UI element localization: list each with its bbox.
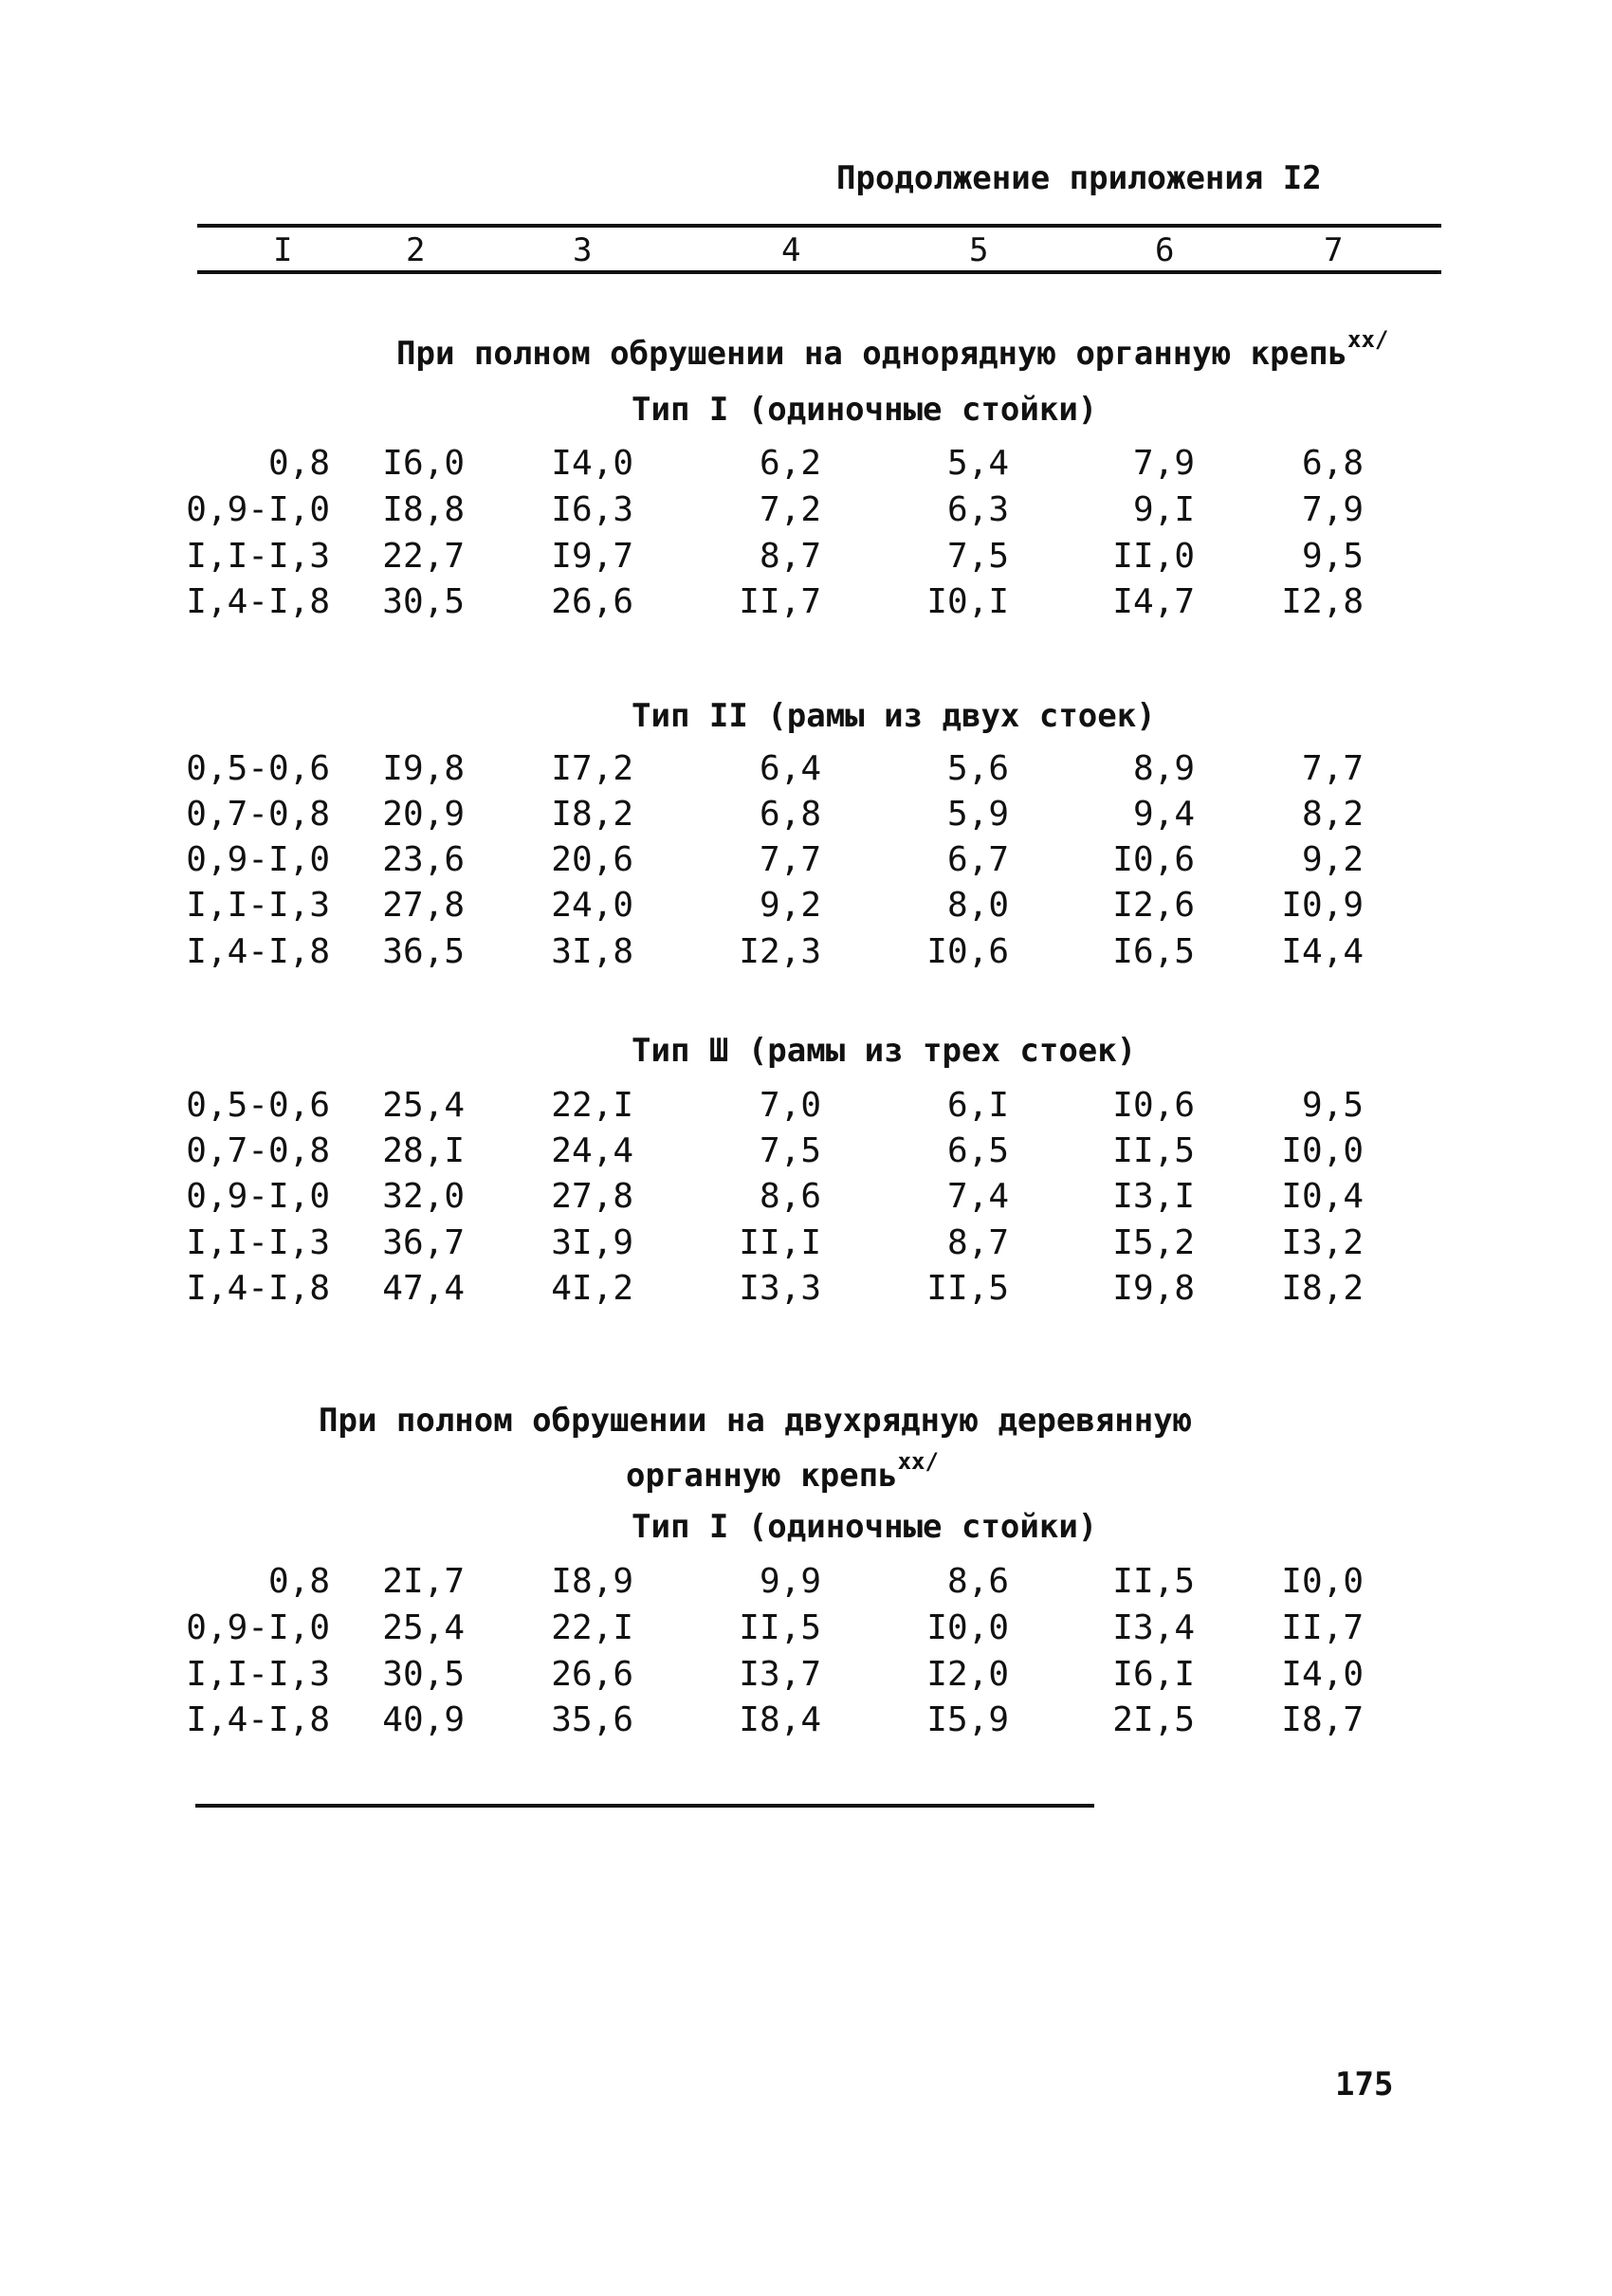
table-cell: 20,9 <box>382 795 465 834</box>
page-caption: Продолжение приложения I2 <box>836 159 1322 197</box>
table-cell: I0,0 <box>926 1608 1009 1647</box>
table-cell: 8,7 <box>946 1223 1009 1262</box>
subsection-title: Тип Ш (рамы из трех стоек) <box>632 1032 1137 1070</box>
table-cell: 35,6 <box>551 1700 633 1739</box>
table-cell: 9,I <box>1132 490 1195 529</box>
table-cell: 26,6 <box>551 582 633 621</box>
table-cell: 8,2 <box>1301 795 1364 834</box>
table-cell: 6,4 <box>759 749 821 788</box>
table-cell: 22,I <box>551 1608 633 1647</box>
table-cell: I0,9 <box>1281 886 1364 925</box>
table-cell: 23,6 <box>382 840 465 879</box>
table-cell: 7,7 <box>1301 749 1364 788</box>
table-cell: 8,6 <box>946 1562 1009 1601</box>
table-cell: 6,3 <box>946 490 1009 529</box>
table-cell: 5,9 <box>946 795 1009 834</box>
section-heading-text: При полном обрушении на однорядную органную крепь <box>396 335 1348 373</box>
table-cell: 7,9 <box>1132 444 1195 483</box>
table-cell: I,4-I,8 <box>186 932 330 971</box>
table-cell: 6,5 <box>946 1131 1009 1170</box>
table-cell: I,I-I,3 <box>186 886 330 925</box>
table-cell: 0,7-0,8 <box>186 1131 330 1170</box>
table-cell: I7,2 <box>551 749 633 788</box>
table-cell: I,I-I,3 <box>186 537 330 576</box>
table-cell: 22,7 <box>382 537 465 576</box>
table-cell: 8,0 <box>946 886 1009 925</box>
table-cell: 6,7 <box>946 840 1009 879</box>
table-cell: 7,9 <box>1301 490 1364 529</box>
table-cell: I0,0 <box>1281 1131 1364 1170</box>
section-heading-line1: При полном обрушении на двухрядную деревянную <box>319 1402 1193 1440</box>
table-cell: 7,5 <box>759 1131 821 1170</box>
table-cell: I5,2 <box>1112 1223 1195 1262</box>
table-cell: 36,7 <box>382 1223 465 1262</box>
table-cell: 9,2 <box>1301 840 1364 879</box>
table-cell: I2,6 <box>1112 886 1195 925</box>
table-cell: II,5 <box>926 1269 1009 1308</box>
table-cell: II,7 <box>739 582 821 621</box>
table-cell: 40,9 <box>382 1700 465 1739</box>
table-cell: 0,5-0,6 <box>186 1086 330 1125</box>
column-header: I <box>273 231 293 269</box>
table-cell: 0,8 <box>267 444 330 483</box>
column-header: 4 <box>781 231 801 269</box>
table-cell: 5,6 <box>946 749 1009 788</box>
table-cell: 25,4 <box>382 1608 465 1647</box>
table-cell: 20,6 <box>551 840 633 879</box>
table-cell: 8,9 <box>1132 749 1195 788</box>
subsection-title: Тип I (одиночные стойки) <box>632 391 1098 429</box>
table-cell: I0,6 <box>926 932 1009 971</box>
table-cell: 7,2 <box>759 490 821 529</box>
table-cell: 3I,8 <box>551 932 633 971</box>
table-cell: I8,4 <box>739 1700 821 1739</box>
table-cell: I3,I <box>1112 1177 1195 1216</box>
table-cell: 0,8 <box>267 1562 330 1601</box>
subsection-title: Тип I (одиночные стойки) <box>632 1508 1098 1546</box>
table-cell: 8,6 <box>759 1177 821 1216</box>
table-cell: 30,5 <box>382 1655 465 1694</box>
table-cell: I2,3 <box>739 932 821 971</box>
table-cell: I6,0 <box>382 444 465 483</box>
footnote-mark: xx/ <box>897 1448 939 1475</box>
table-cell: 6,8 <box>1301 444 1364 483</box>
table-cell: I2,0 <box>926 1655 1009 1694</box>
table-cell: 30,5 <box>382 582 465 621</box>
header-bottom-rule <box>197 270 1441 274</box>
table-cell: II,5 <box>1112 1131 1195 1170</box>
table-cell: 0,9-I,0 <box>186 1177 330 1216</box>
table-cell: 9,2 <box>759 886 821 925</box>
table-cell: II,5 <box>739 1608 821 1647</box>
table-cell: I4,7 <box>1112 582 1195 621</box>
table-cell: I6,3 <box>551 490 633 529</box>
table-cell: I0,6 <box>1112 840 1195 879</box>
column-header: 5 <box>969 231 989 269</box>
table-cell: 7,7 <box>759 840 821 879</box>
table-cell: 8,7 <box>759 537 821 576</box>
table-cell: I3,4 <box>1112 1608 1195 1647</box>
table-cell: I,4-I,8 <box>186 1700 330 1739</box>
table-cell: 32,0 <box>382 1177 465 1216</box>
table-cell: 24,0 <box>551 886 633 925</box>
header-top-rule <box>197 224 1441 228</box>
table-cell: 0,5-0,6 <box>186 749 330 788</box>
table-cell: I2,8 <box>1281 582 1364 621</box>
table-cell: I,I-I,3 <box>186 1655 330 1694</box>
table-cell: 5,4 <box>946 444 1009 483</box>
table-cell: I3,7 <box>739 1655 821 1694</box>
table-cell: I6,5 <box>1112 932 1195 971</box>
table-cell: I8,2 <box>551 795 633 834</box>
table-cell: 7,4 <box>946 1177 1009 1216</box>
table-cell: 36,5 <box>382 932 465 971</box>
table-cell: 9,5 <box>1301 537 1364 576</box>
table-cell: I3,3 <box>739 1269 821 1308</box>
table-cell: I4,4 <box>1281 932 1364 971</box>
section-heading-line2 <box>626 1448 939 1495</box>
table-cell: I9,8 <box>382 749 465 788</box>
table-cell: I5,9 <box>926 1700 1009 1739</box>
table-cell: 25,4 <box>382 1086 465 1125</box>
column-header: 7 <box>1324 231 1344 269</box>
table-cell: I4,0 <box>551 444 633 483</box>
table-cell: 0,9-I,0 <box>186 490 330 529</box>
table-cell: 2I,7 <box>382 1562 465 1601</box>
table-cell: 47,4 <box>382 1269 465 1308</box>
table-cell: 24,4 <box>551 1131 633 1170</box>
table-cell: I8,9 <box>551 1562 633 1601</box>
table-cell: 27,8 <box>551 1177 633 1216</box>
column-header: 3 <box>573 231 593 269</box>
page-number: 175 <box>1335 2066 1394 2103</box>
table-cell: 9,4 <box>1132 795 1195 834</box>
table-cell: 0,9-I,0 <box>186 840 330 879</box>
table-cell: I6,I <box>1112 1655 1195 1694</box>
table-cell: I0,0 <box>1281 1562 1364 1601</box>
table-cell: 6,2 <box>759 444 821 483</box>
section-heading <box>396 326 1388 373</box>
table-cell: 4I,2 <box>551 1269 633 1308</box>
table-cell: II,0 <box>1112 537 1195 576</box>
table-cell: 0,7-0,8 <box>186 795 330 834</box>
table-cell: I0,6 <box>1112 1086 1195 1125</box>
table-cell: II,7 <box>1281 1608 1364 1647</box>
table-cell: 6,8 <box>759 795 821 834</box>
table-cell: I,4-I,8 <box>186 1269 330 1308</box>
table-cell: 2I,5 <box>1112 1700 1195 1739</box>
table-cell: 3I,9 <box>551 1223 633 1262</box>
table-cell: I8,7 <box>1281 1700 1364 1739</box>
table-cell: 9,5 <box>1301 1086 1364 1125</box>
table-cell: 7,0 <box>759 1086 821 1125</box>
table-end-rule <box>195 1804 1094 1808</box>
table-cell: 0,9-I,0 <box>186 1608 330 1647</box>
table-cell: I8,8 <box>382 490 465 529</box>
table-cell: 7,5 <box>946 537 1009 576</box>
section-heading-text: органную крепь <box>626 1457 898 1495</box>
table-cell: I9,7 <box>551 537 633 576</box>
table-cell: 9,9 <box>759 1562 821 1601</box>
column-header: 2 <box>406 231 426 269</box>
table-cell: 28,I <box>382 1131 465 1170</box>
column-header: 6 <box>1155 231 1175 269</box>
table-cell: I9,8 <box>1112 1269 1195 1308</box>
table-cell: I0,I <box>926 582 1009 621</box>
table-cell: I4,0 <box>1281 1655 1364 1694</box>
table-cell: 26,6 <box>551 1655 633 1694</box>
table-cell: II,I <box>739 1223 821 1262</box>
footnote-mark: xx/ <box>1347 326 1389 353</box>
table-cell: 27,8 <box>382 886 465 925</box>
table-cell: II,5 <box>1112 1562 1195 1601</box>
table-cell: I,4-I,8 <box>186 582 330 621</box>
subsection-title: Тип II (рамы из двух стоек) <box>632 697 1156 735</box>
table-cell: I3,2 <box>1281 1223 1364 1262</box>
table-cell: I0,4 <box>1281 1177 1364 1216</box>
table-cell: 22,I <box>551 1086 633 1125</box>
table-cell: I,I-I,3 <box>186 1223 330 1262</box>
table-cell: I8,2 <box>1281 1269 1364 1308</box>
table-cell: 6,I <box>946 1086 1009 1125</box>
